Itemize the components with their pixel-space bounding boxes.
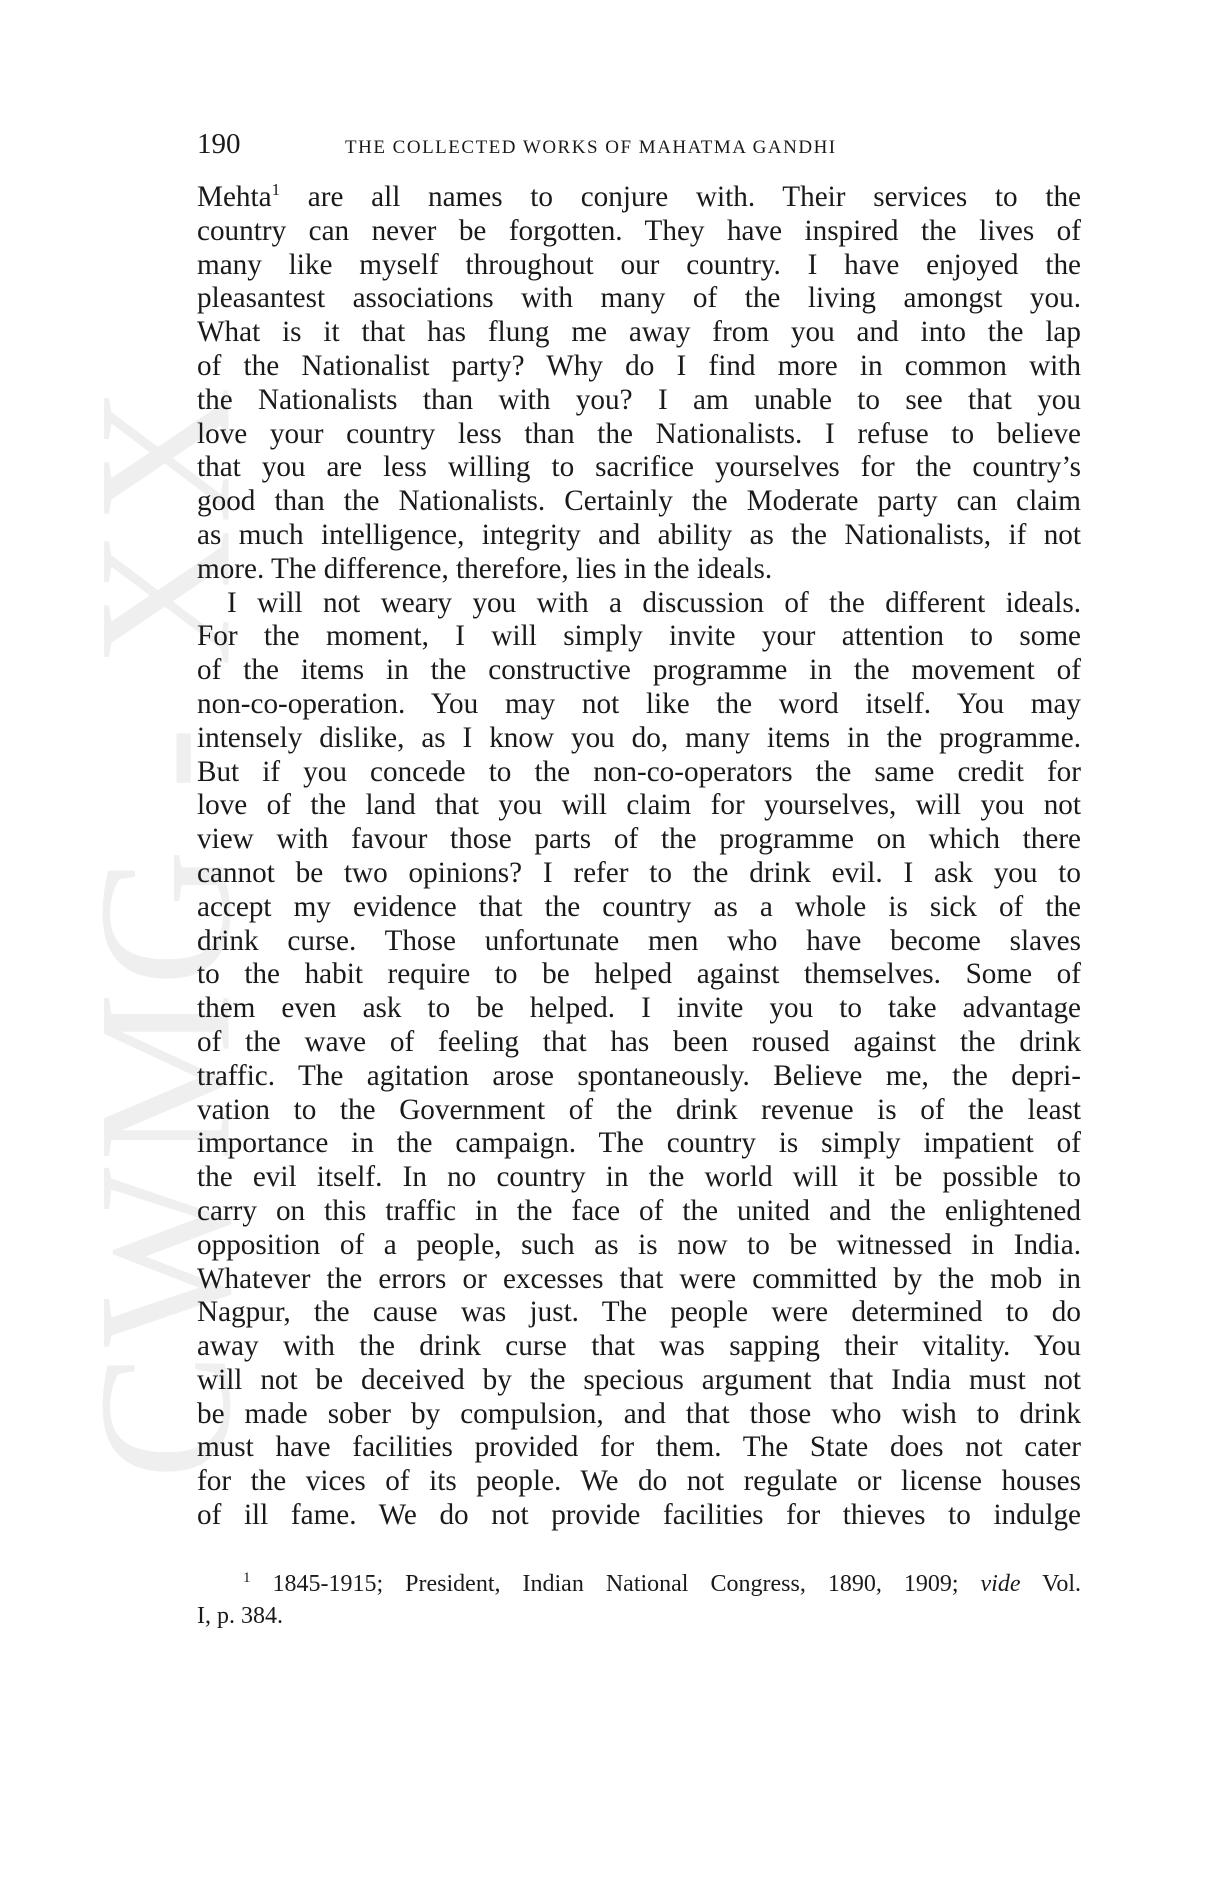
body-line: love your country less than the Nationalists. I refuse to believe	[197, 417, 1081, 450]
body-line: cannot be two opinions? I refer to the drink evil. I ask you to	[197, 856, 1081, 889]
body-line	[197, 181, 1081, 215]
footnote	[197, 1568, 1081, 1632]
body-line: to the habit require to be helped against themselves. Some of	[197, 958, 1081, 991]
body-line: traffic. The agitation arose spontaneously. Believe me, the depri-	[197, 1059, 1081, 1092]
body-line: opposition of a people, such as is now to be witnessed in India.	[197, 1228, 1081, 1261]
body-line: that you are less willing to sacrifice yourselves for the country’s	[197, 451, 1081, 484]
body-line: for the vices of its people. We do not regulate or license houses	[197, 1465, 1081, 1498]
body-line: away with the drink curse that was sapping their vitality. You	[197, 1330, 1081, 1363]
footnote-vide: vide	[980, 1571, 1021, 1597]
body-line: importance in the campaign. The country is simply impatient of	[197, 1127, 1081, 1160]
body-line: good than the Nationalists. Certainly the Moderate party can claim	[197, 485, 1081, 518]
body-line: intensely dislike, as I know you do, many items in the programme.	[197, 721, 1081, 754]
body-line: of the items in the constructive programme in the movement of	[197, 654, 1081, 687]
footnote-text: 1845-1915; President, Indian National Congress, 1890, 1909;	[272, 1571, 959, 1597]
body-line: I will not weary you with a discussion of the different ideals.	[227, 586, 1081, 619]
page-header	[197, 128, 1081, 168]
running-title: THE COLLECTED WORKS OF MAHATMA GANDHI	[345, 137, 837, 158]
body-line: of ill fame. We do not provide facilities for thieves to indulge	[197, 1499, 1081, 1532]
body-line: carry on this traffic in the face of the united and the enlightened	[197, 1194, 1081, 1227]
watermark-text: CWMG - XX	[60, 380, 271, 1480]
body-line-start: Mehta	[197, 181, 272, 213]
body-line: love of the land that you will claim for yourselves, will you not	[197, 789, 1081, 822]
body-line: the evil itself. In no country in the world will it be possible to	[197, 1161, 1081, 1194]
body-line: Whatever the errors or excesses that were committed by the mob in	[197, 1262, 1081, 1295]
body-line: pleasantest associations with many of the living amongst you.	[197, 282, 1081, 315]
body-line: What is it that has flung me away from you and into the lap	[197, 316, 1081, 349]
body-line: them even ask to be helped. I invite you to take advantage	[197, 992, 1081, 1025]
footnote-marker: 1	[243, 1570, 251, 1586]
body-line: For the moment, I will simply invite your attention to some	[197, 620, 1081, 653]
body-line: country can never be forgotten. They have inspired the lives of	[197, 214, 1081, 247]
footnote-line	[197, 1568, 1081, 1600]
body-line: many like myself throughout our country. I have enjoyed the	[197, 248, 1081, 281]
body-line: more. The difference, therefore, lies in the ideals.	[197, 552, 773, 585]
body-line: of the Nationalist party? Why do I find more in common with	[197, 349, 1081, 382]
body-line: must have facilities provided for them. The State does not cater	[197, 1431, 1081, 1464]
body-line: But if you concede to the non-co-operators the same credit for	[197, 755, 1081, 788]
body-line: the Nationalists than with you? I am unable to see that you	[197, 383, 1081, 416]
footnote-line: I, p. 384.	[197, 1603, 283, 1629]
body-line: will not be deceived by the specious argument that India must not	[197, 1363, 1081, 1396]
body-line: accept my evidence that the country as a whole is sick of the	[197, 890, 1081, 923]
body-line: as much intelligence, integrity and ability as the Nationalists, if not	[197, 518, 1081, 551]
body-line-rest: are all names to conjure with. Their services to the	[280, 181, 1081, 213]
body-line: of the wave of feeling that has been roused against the drink	[197, 1025, 1081, 1058]
body-line: non-co-operation. You may not like the word itself. You may	[197, 687, 1081, 720]
footnote-reference: 1	[271, 180, 281, 199]
footnote-vol: Vol.	[1042, 1571, 1081, 1597]
body-line: be made sober by compulsion, and that those who wish to drink	[197, 1397, 1081, 1430]
page-number: 190	[197, 128, 241, 160]
body-line: view with favour those parts of the programme on which there	[197, 823, 1081, 856]
body-line: vation to the Government of the drink revenue is of the least	[197, 1093, 1081, 1126]
body-text	[197, 181, 1081, 1533]
body-line: Nagpur, the cause was just. The people were determined to do	[197, 1296, 1081, 1329]
body-line: drink curse. Those unfortunate men who have become slaves	[197, 924, 1081, 957]
